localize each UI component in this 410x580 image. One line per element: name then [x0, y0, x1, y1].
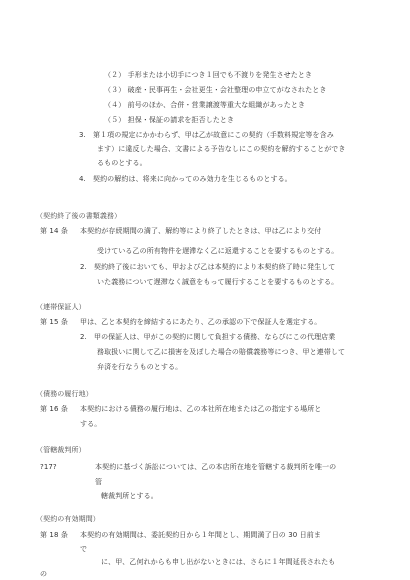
- paragraph-3-line-1: 3. 第１項の規定にかかわらず、甲は乙が故意にこの契約（手数料規定等を含み: [79, 131, 334, 139]
- article-17-line-3: 轄裁判所とする。: [101, 492, 158, 500]
- article-14-line-2: 受けている乙の所有物件を遅滞なく乙に返還することを要するものとする。: [97, 247, 339, 255]
- article-18-number: 第 18 条: [40, 531, 68, 539]
- list-item-2: （２） 手形または小切手につき１回でも不渡りを発生させたとき: [104, 71, 313, 79]
- list-item-3: （３） 破産・民事再生・会社更生・会社整理の申立てがなされたとき: [104, 86, 327, 94]
- article-17-line-1: 本契約に基づく訴訟については、乙の本店所在地を管轄する裁判所を唯一の: [95, 463, 337, 471]
- article-14-line-1: 本契約が存続期間の満了、解約等により終了したときは、甲は乙により交付: [80, 227, 322, 235]
- article-17-number: ?17?: [40, 463, 57, 471]
- article-18-line-1: 本契約の有効期間は、委託契約日から１年間とし、期間満了日の 30 日前ま: [80, 531, 321, 539]
- article-15-para-2-line-1: 2. 甲の保証人は、甲がこの契約に関して負担する債務、ならびにこの代理店業: [80, 333, 336, 341]
- article-14-para-2-line-2: いた義務について遅滞なく誠意をもって履行することを要するものとする。: [97, 278, 339, 286]
- article-15-number: 第 15 条: [40, 318, 68, 326]
- paragraph-3-line-2: ます）に違反した場合、文書による予告なしにこの契約を解約することができ: [97, 145, 346, 153]
- article-14-para-2-line-1: 2. 契約終了後においても、甲および乙は本契約により本契約終了時に発生して: [80, 263, 336, 271]
- article-17-heading: （管轄裁判所）: [36, 446, 86, 454]
- list-item-5: （５） 担保・保証の請求を拒否したとき: [104, 116, 235, 124]
- article-16-line-1: 本契約における債務の履行地は、乙の本社所在地または乙の指定する場所と: [80, 405, 322, 413]
- article-14-heading: （契約終了後の書類義務）: [36, 212, 122, 220]
- article-16-number: 第 16 条: [40, 405, 68, 413]
- article-17-line-2: 管: [95, 478, 103, 486]
- article-15-para-2-line-3: 弁済を行なうものとする。: [97, 363, 183, 371]
- article-18-line-2: で: [80, 545, 88, 553]
- article-18-line-4: の: [40, 570, 48, 578]
- paragraph-4: 4. 契約の解約は、将来に向かってのみ効力を生じるものとする。: [79, 175, 292, 183]
- article-15-line-1: 甲は、乙と本契約を締結するにあたり、乙の承認の下で保証人を選定する。: [80, 318, 322, 326]
- article-16-heading: （債務の履行地）: [36, 390, 93, 398]
- article-15-heading: （連帯保証人）: [36, 303, 86, 311]
- paragraph-3-line-3: るものとする。: [97, 159, 147, 167]
- article-15-para-2-line-2: 務取扱いに関して乙に損害を及ぼした場合の賠償義務等につき、甲と連帯して: [97, 348, 346, 356]
- article-18-heading: （契約の有効期間）: [36, 515, 100, 523]
- article-18-line-3: に、甲、乙何れからも申し出がないときには、さらに１年間延長されたも: [101, 558, 336, 566]
- article-14-number: 第 14 条: [40, 227, 68, 235]
- list-item-4: （４） 前号のほか、合併・営業譲渡等重大な組織があったとき: [104, 101, 306, 109]
- article-16-line-2: する。: [80, 420, 102, 428]
